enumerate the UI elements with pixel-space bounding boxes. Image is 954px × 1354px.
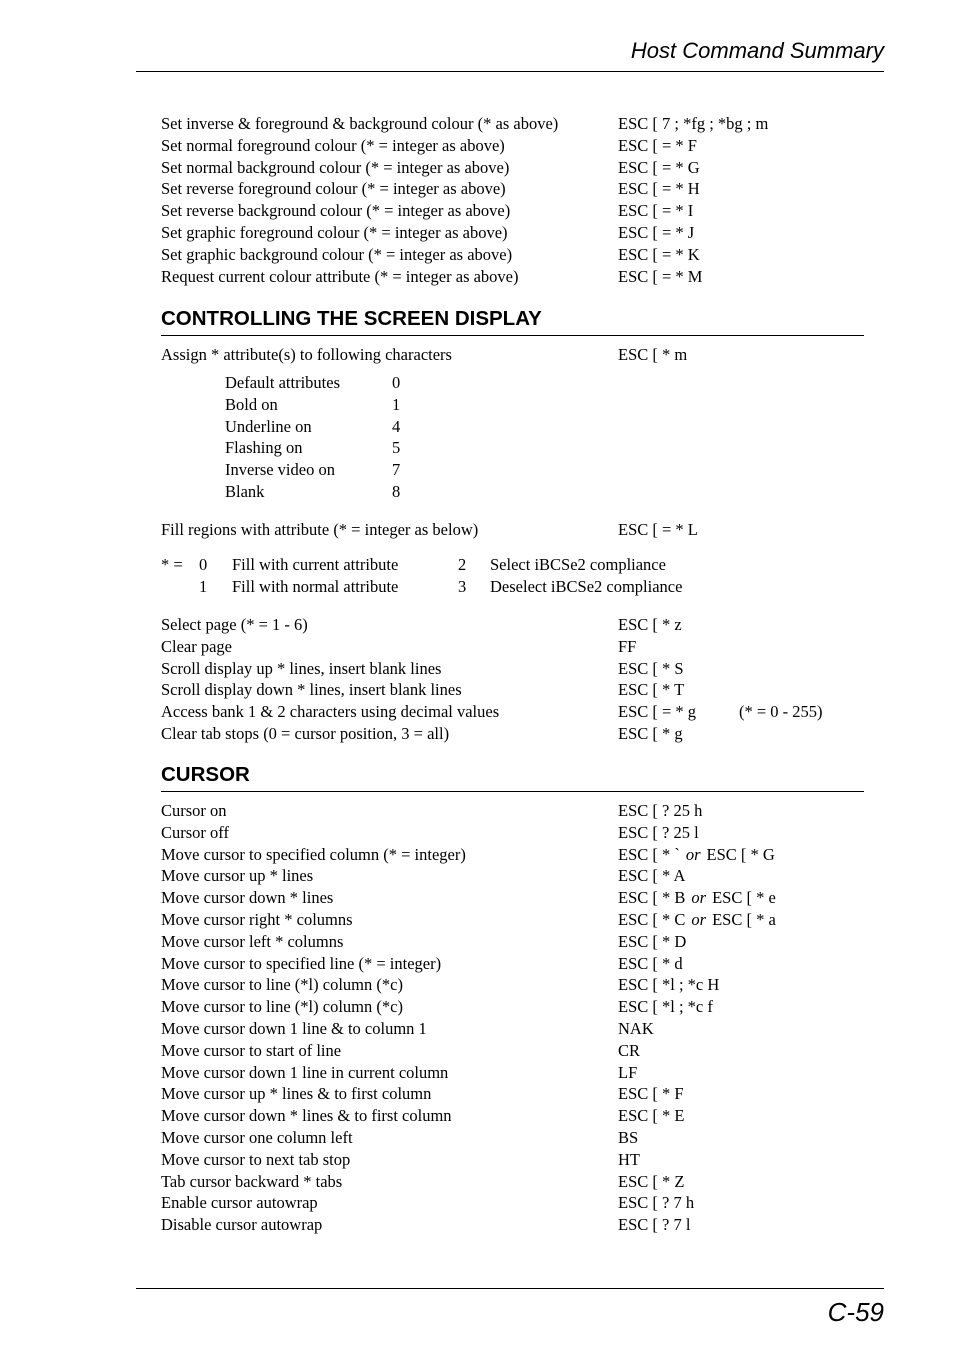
command-code: ESC [ * A [618, 866, 686, 886]
command-description: Set normal foreground colour (* = integer as above) [161, 135, 505, 155]
command-description: Move cursor down * lines & to first column [161, 1106, 452, 1126]
command-row [161, 800, 864, 822]
command-row [161, 178, 864, 200]
command-row [161, 844, 864, 866]
command-code: ESC [ * S [618, 658, 684, 678]
command-row [161, 953, 864, 975]
command-code-alt: ESC [ * a [712, 909, 776, 929]
attribute-value: 4 [392, 416, 401, 436]
command-code: ESC [ * C [618, 909, 686, 929]
command-code: ESC [ = * I [618, 201, 694, 221]
attribute-value: 7 [392, 460, 401, 480]
command-code: LF [618, 1062, 638, 1082]
fill-option-text: Fill with current attribute [232, 555, 399, 574]
command-code: ESC [ * d [618, 953, 683, 973]
fill-option-text: Fill with normal attribute [232, 576, 399, 596]
attribute-row [225, 416, 525, 438]
fill-prefix: * = [161, 555, 183, 574]
command-code: ESC [ = * F [618, 135, 697, 155]
command-row [161, 701, 864, 723]
command-description: Enable cursor autowrap [161, 1193, 318, 1213]
command-description: Assign * attribute(s) to following characters [161, 345, 452, 364]
fill-option-number: 2 [458, 555, 467, 574]
command-code: ESC [ * B [618, 888, 686, 908]
command-row [161, 344, 864, 366]
command-code: ESC [ * T [618, 680, 685, 700]
command-description: Disable cursor autowrap [161, 1215, 323, 1235]
command-code-pair [618, 909, 776, 931]
command-description: Tab cursor backward * tabs [161, 1171, 343, 1191]
command-description: Move cursor down 1 line & to column 1 [161, 1018, 427, 1038]
command-code: BS [618, 1127, 639, 1147]
command-description: Move cursor to line (*l) column (*c) [161, 997, 403, 1017]
command-row [161, 614, 864, 636]
command-description: Set reverse background colour (* = integer as above) [161, 201, 511, 221]
command-description: Set inverse & foreground & background colour (* as above) [161, 114, 559, 133]
header-rule [136, 71, 884, 72]
command-code-alt: ESC [ * G [706, 844, 775, 864]
command-code: ESC [ * ` [618, 844, 680, 864]
command-row [161, 1062, 864, 1084]
command-row [161, 658, 864, 680]
footer-rule [136, 1288, 884, 1289]
command-description: Set normal background colour (* = integer as above) [161, 157, 510, 177]
command-description: Cursor off [161, 822, 229, 842]
command-code: ESC [ * m [618, 345, 688, 364]
command-description: Set reverse foreground colour (* = integer as above) [161, 179, 506, 199]
fill-option-number: 0 [199, 555, 208, 574]
assign-attribute-row [161, 344, 864, 366]
command-row [161, 1149, 864, 1171]
command-code: ESC [ ? 25 l [618, 822, 699, 842]
attribute-name: Blank [225, 481, 265, 501]
command-description: Move cursor to next tab stop [161, 1149, 351, 1169]
command-code: ESC [ = * L [618, 520, 698, 539]
attribute-value: 8 [392, 481, 401, 501]
command-code: ESC [ * F [618, 1084, 684, 1104]
attribute-row [225, 437, 525, 459]
command-row [161, 157, 864, 179]
command-code: ESC [ * E [618, 1106, 685, 1126]
attribute-row [225, 394, 525, 416]
command-code-alt: ESC [ * e [712, 888, 776, 908]
command-description: Set graphic foreground colour (* = integer as above) [161, 222, 508, 242]
command-description: Clear page [161, 636, 233, 656]
command-description: Clear tab stops (0 = cursor position, 3 = all) [161, 723, 450, 743]
command-row [161, 1083, 864, 1105]
attribute-name: Bold on [225, 394, 278, 414]
cursor-commands-table [161, 800, 864, 1236]
attribute-value: 1 [392, 394, 401, 414]
command-row [161, 636, 864, 658]
command-row [161, 113, 864, 135]
command-row [161, 1127, 864, 1149]
command-row [161, 822, 864, 844]
or-word: or [691, 909, 707, 929]
page-number: C-59 [827, 1297, 884, 1327]
command-code: ESC [ * D [618, 931, 687, 951]
command-description: Access bank 1 & 2 characters using decimal values [161, 702, 500, 722]
section-heading-screen-display: CONTROLLING THE SCREEN DISPLAY [161, 307, 864, 336]
command-description: Move cursor up * lines [161, 866, 314, 886]
command-description: Move cursor to start of line [161, 1040, 342, 1060]
attribute-name: Flashing on [225, 438, 303, 458]
command-row [161, 887, 864, 909]
command-row [161, 679, 864, 701]
command-row [161, 1018, 864, 1040]
command-row [161, 1040, 864, 1062]
attribute-value: 5 [392, 438, 401, 458]
command-code: ESC [ * z [618, 615, 682, 634]
command-description: Move cursor to line (*l) column (*c) [161, 975, 403, 995]
command-code: CR [618, 1040, 641, 1060]
fill-option-text: Deselect iBCSe2 compliance [490, 576, 683, 596]
command-description: Move cursor to specified column (* = integer) [161, 844, 466, 864]
command-row [161, 723, 864, 745]
command-description: Cursor on [161, 801, 227, 820]
command-description: Move cursor left * columns [161, 931, 344, 951]
colour-commands-table [161, 113, 864, 287]
command-row [161, 1214, 864, 1236]
command-code: ESC [ ? 25 h [618, 801, 703, 820]
fill-options-table [161, 554, 864, 598]
command-description: Fill regions with attribute (* = integer as below) [161, 520, 479, 539]
attribute-row [225, 372, 525, 394]
command-code: ESC [ * Z [618, 1171, 685, 1191]
attribute-name: Inverse video on [225, 460, 335, 480]
attribute-name: Default attributes [225, 373, 341, 392]
command-row [161, 200, 864, 222]
command-description: Move cursor to specified line (* = integer) [161, 953, 442, 973]
command-row [161, 1171, 864, 1193]
command-row [161, 266, 864, 288]
command-code: ESC [ *l ; *c H [618, 975, 720, 995]
command-row [161, 222, 864, 244]
command-code: ESC [ ? 7 h [618, 1193, 695, 1213]
command-code: ESC [ = * H [618, 179, 700, 199]
command-code: FF [618, 636, 637, 656]
command-note: (* = 0 - 255) [739, 702, 823, 722]
fill-option-row [161, 576, 864, 598]
command-description: Move cursor down 1 line in current column [161, 1062, 449, 1082]
command-description: Select page (* = 1 - 6) [161, 615, 308, 634]
fill-option-number: 1 [199, 576, 208, 596]
command-row [161, 865, 864, 887]
command-row [161, 244, 864, 266]
section-heading-cursor: CURSOR [161, 763, 864, 792]
command-row [161, 1192, 864, 1214]
command-row [161, 519, 864, 541]
command-description: Request current colour attribute (* = integer as above) [161, 266, 519, 286]
command-description: Move cursor one column left [161, 1127, 353, 1147]
command-code: ESC [ = * J [618, 222, 695, 242]
fill-option-text: Select iBCSe2 compliance [490, 555, 666, 574]
attribute-row [225, 459, 525, 481]
command-row [161, 996, 864, 1018]
attribute-values-table [225, 372, 525, 503]
command-description: Scroll display down * lines, insert blank lines [161, 680, 462, 700]
command-row [161, 931, 864, 953]
command-code: ESC [ *l ; *c f [618, 997, 713, 1017]
command-code: ESC [ = * G [618, 157, 700, 177]
command-description: Move cursor up * lines & to first column [161, 1084, 432, 1104]
command-description: Scroll display up * lines, insert blank lines [161, 658, 442, 678]
command-code: ESC [ ? 7 l [618, 1215, 691, 1235]
command-description: Set graphic background colour (* = integer as above) [161, 244, 513, 264]
attribute-name: Underline on [225, 416, 312, 436]
command-description: Move cursor down * lines [161, 888, 334, 908]
command-row [161, 909, 864, 931]
running-header-title: Host Command Summary [630, 38, 884, 63]
command-code: ESC [ = * K [618, 244, 700, 264]
or-word: or [685, 844, 701, 864]
command-code: NAK [618, 1018, 654, 1038]
command-row [161, 1105, 864, 1127]
command-code-pair [618, 887, 776, 909]
command-description: Move cursor right * columns [161, 909, 353, 929]
or-word: or [691, 888, 707, 908]
fill-option-row [161, 554, 864, 576]
command-code: ESC [ = * M [618, 266, 703, 286]
command-code: ESC [ * g [618, 723, 683, 743]
attribute-row [225, 481, 525, 503]
command-code-pair [618, 844, 775, 866]
command-code: ESC [ 7 ; *fg ; *bg ; m [618, 114, 769, 133]
attribute-value: 0 [392, 373, 401, 392]
fill-regions-row [161, 519, 864, 541]
fill-option-number: 3 [458, 576, 467, 596]
screen-commands-table [161, 614, 864, 745]
command-code: ESC [ = * g [618, 702, 697, 722]
command-code: HT [618, 1149, 640, 1169]
command-row [161, 135, 864, 157]
command-row [161, 974, 864, 996]
